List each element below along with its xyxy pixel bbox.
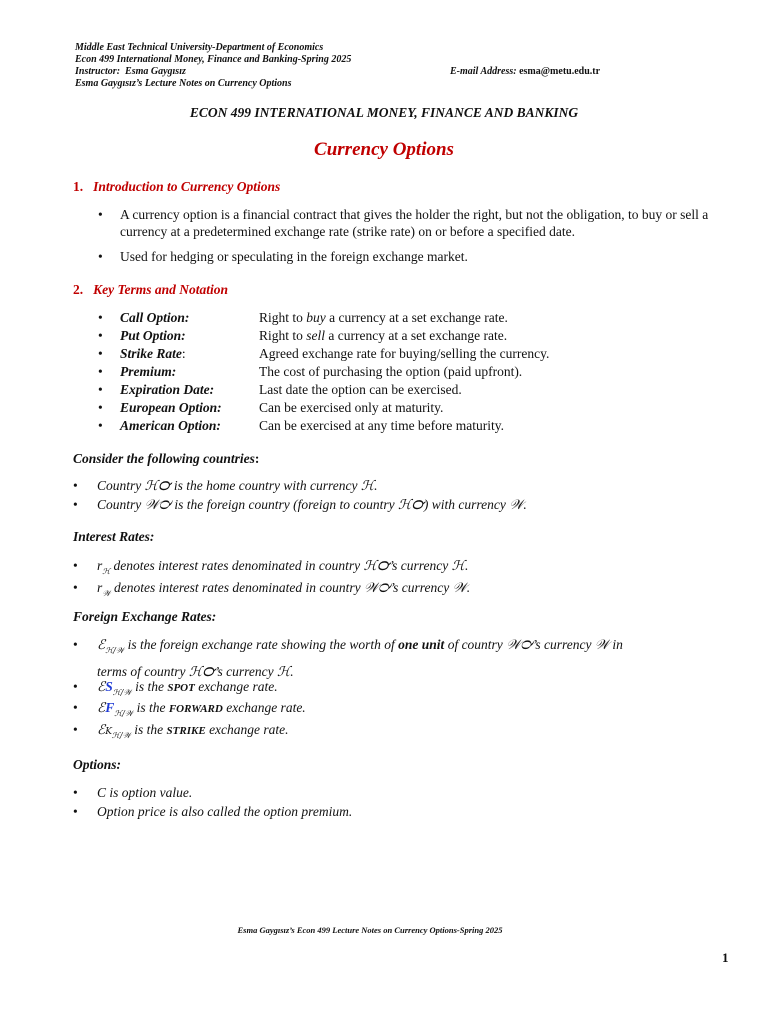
- course-title: ECON 499 INTERNATIONAL MONEY, FINANCE AND BANKING: [189, 105, 579, 120]
- term-row: [98, 364, 718, 382]
- section-title: Key Terms and Notation: [93, 282, 229, 297]
- document-title: Currency Options: [314, 139, 454, 160]
- term-row: [98, 346, 718, 364]
- term-name: Expiration Date:: [120, 382, 215, 397]
- bullet-icon: •: [98, 249, 103, 264]
- header-university: Middle East Technical University-Department of Economics: [75, 42, 324, 53]
- header-notes: Esma Gaygısız’s Lecture Notes on Currency Options: [75, 78, 292, 89]
- bullet-icon: •: [98, 310, 103, 325]
- bullet-text: C is option value.: [97, 785, 193, 800]
- term-definition: Can be exercised only at maturity.: [259, 400, 444, 415]
- bullet-icon: •: [98, 418, 103, 433]
- term-definition: Last date the option can be exercised.: [259, 382, 462, 397]
- page-footer: Esma Gaygısız’s Econ 499 Lecture Notes on Currency Options-Spring 2025: [237, 925, 503, 935]
- bullet-text: $r_𝒲$ denotes interest rates denominated in country 𝒲℺’s currency 𝒲.: [97, 580, 471, 598]
- instructor-label: Instructor: [75, 66, 117, 77]
- bullet-icon: •: [73, 637, 78, 652]
- bullet-text: Used for hedging or speculating in the foreign exchange market.: [120, 249, 468, 264]
- section-2-heading: [73, 282, 228, 298]
- bullet-text: ℰF$_{ℋ/𝒲}$ is the FORWARD exchange rate.: [97, 700, 306, 718]
- term-row: [98, 382, 718, 400]
- term-name: European Option:: [120, 400, 222, 415]
- bullet-text: ℰK$_{ℋ/𝒲}$ is the STRIKE exchange rate.: [97, 722, 289, 740]
- bullet-icon: •: [73, 722, 78, 737]
- term-definition: Can be exercised at any time before maturity.: [259, 418, 505, 433]
- section-title: Introduction to Currency Options: [93, 179, 281, 194]
- bullet-icon: •: [73, 804, 78, 819]
- bullet-icon: •: [98, 364, 103, 379]
- email-block: E-mail Address: esma@metu.edu.tr: [450, 66, 601, 77]
- bullet-icon: •: [73, 478, 78, 493]
- interest-rates-heading: Interest Rates:: [73, 529, 155, 544]
- bullet-icon: •: [73, 558, 78, 573]
- document-header: [75, 42, 695, 90]
- term-row: [98, 328, 718, 346]
- section-1-heading: [73, 179, 280, 195]
- header-instructor-row: Instructor: Esma Gaygısız E-mail Address: esma@metu.edu.tr: [75, 66, 601, 77]
- term-definition: Right to sell a currency at a set exchange rate.: [259, 328, 508, 343]
- bullet-icon: •: [73, 580, 78, 595]
- bullet-icon: •: [98, 346, 103, 361]
- term-definition: The cost of purchasing the option (paid upfront).: [259, 364, 523, 379]
- section-number: 1.: [73, 179, 84, 194]
- bullet-icon: •: [73, 679, 78, 694]
- term-name: Strike Rate:: [120, 346, 186, 361]
- term-name: Premium:: [120, 364, 177, 379]
- countries-heading: Consider the following countries:: [73, 451, 260, 466]
- term-row: [98, 400, 718, 418]
- bullet-icon: •: [73, 785, 78, 800]
- bullet-icon: •: [73, 700, 78, 715]
- email-value[interactable]: esma@metu.edu.tr: [519, 66, 601, 77]
- fx-rates-heading: Foreign Exchange Rates:: [73, 609, 217, 624]
- term-row: [98, 310, 718, 328]
- bullet-text: Country ℋ℺ is the home country with currency ℋ.: [97, 478, 378, 494]
- page-number: 1: [722, 950, 729, 965]
- options-heading: Options:: [73, 757, 122, 772]
- term-definition: Agreed exchange rate for buying/selling the currency.: [259, 346, 550, 361]
- bullet-icon: •: [73, 497, 78, 512]
- bullet-icon: •: [98, 207, 103, 222]
- bullet-icon: •: [98, 328, 103, 343]
- bullet-text: ℰ$_{ℋ/𝒲}$ is the foreign exchange rate showing the worth of one unit of country 𝒲℺’s currency 𝒲 in terms of country ℋ℺’s currency ℋ.: [97, 637, 623, 680]
- bullet-text: A currency option is a financial contract that gives the holder the right, but not the obligation, to buy or sell a currency at a predetermined exchange rate (strike rate) on or before a specified date.: [120, 207, 709, 239]
- term-name: American Option:: [120, 418, 221, 433]
- term-name: Put Option:: [120, 328, 186, 343]
- bullet-text: Country 𝒲℺ is the foreign country (foreign to country ℋ℺) with currency 𝒲.: [97, 497, 527, 513]
- bullet-text: Option price is also called the option premium.: [97, 804, 353, 819]
- bullet-text: ℰS$_{ℋ/𝒲}$ is the SPOT exchange rate.: [97, 679, 278, 697]
- bullet-icon: •: [98, 382, 103, 397]
- term-name: Call Option:: [120, 310, 190, 325]
- term-row: [98, 418, 718, 436]
- bullet-icon: •: [98, 400, 103, 415]
- instructor-name: Esma Gaygısız: [125, 66, 186, 77]
- header-course: Econ 499 International Money, Finance and Banking-Spring 2025: [75, 54, 352, 65]
- term-definition: Right to buy a currency at a set exchange rate.: [259, 310, 508, 325]
- email-label: E-mail Address: [450, 66, 514, 77]
- bullet-text: $r_ℋ$ denotes interest rates denominated in country ℋ℺’s currency ℋ.: [97, 558, 469, 576]
- section-number: 2.: [73, 282, 84, 297]
